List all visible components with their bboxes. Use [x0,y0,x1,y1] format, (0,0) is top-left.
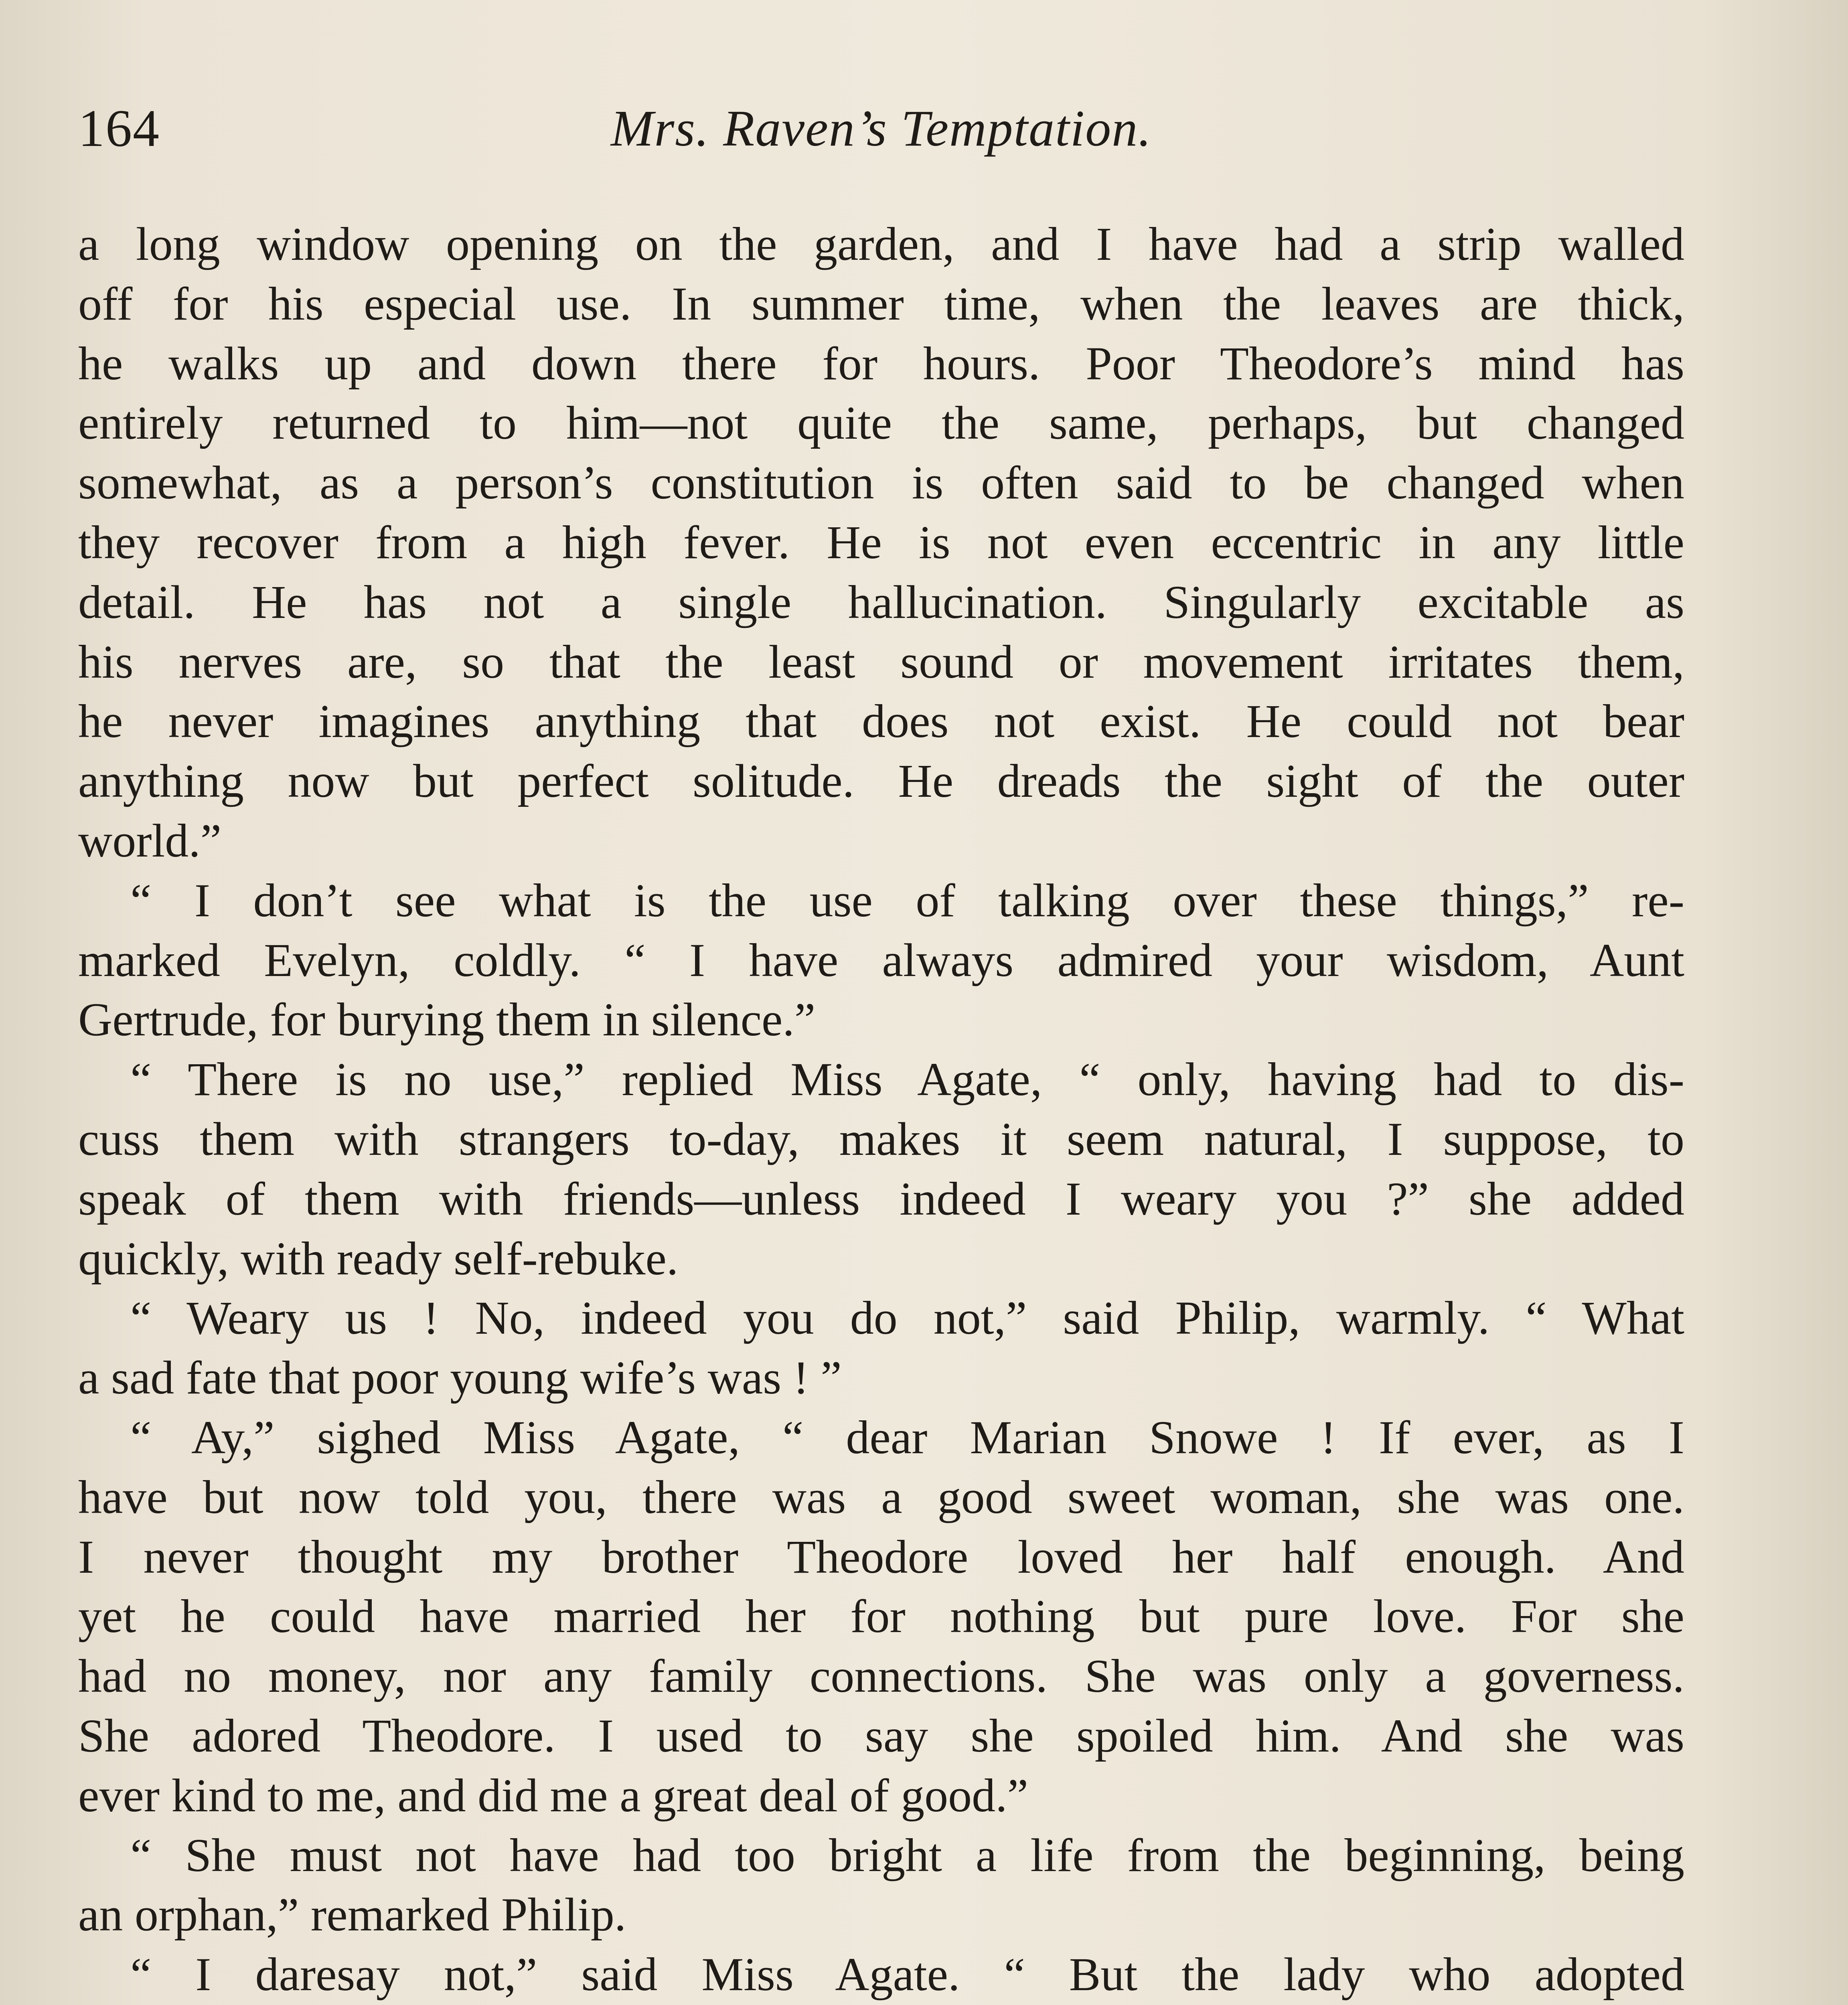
text-line: somewhat, as a person’s constitution is often said to be changed when [78,456,1684,509]
body-text [78,215,1684,2005]
text-line: his nerves are, so that the least sound or movement irritates them, [78,635,1684,688]
text-line: marked Evelyn, coldly. “ I have always admired your wisdom, Aunt [78,934,1684,986]
text-line: a long window opening on the garden, and I have had a strip walled [78,218,1684,270]
text-line: world.” [78,814,222,867]
text-line: quickly, with ready self-rebuke. [78,1232,679,1285]
running-title: Mrs. Raven’s Temptation. [610,100,1152,157]
text-line: cuss them with strangers to-day, makes it seem natural, I suppose, to [78,1112,1684,1165]
text-line: She adored Theodore. I used to say she spoiled him. And she was [78,1709,1684,1762]
text-line: off for his especial use. In summer time, when the leaves are thick, [78,277,1684,330]
text-line: he never imagines anything that does not exist. He could not bear [78,695,1684,748]
text-line: “ Weary us ! No, indeed you do not,” said Philip, warmly. “ What [130,1292,1684,1345]
text-line: speak of them with friends—unless indeed I weary you ?” she added [78,1172,1684,1225]
text-line: entirely returned to him—not quite the same, perhaps, but changed [78,397,1684,450]
text-line: I never thought my brother Theodore loved her half enough. And [78,1530,1684,1583]
text-line: “ Ay,” sighed Miss Agate, “ dear Marian Snowe ! If ever, as I [130,1411,1684,1464]
text-line: an orphan,” remarked Philip. [78,1888,626,1941]
text-line: yet he could have married her for nothing but pure love. For she [78,1590,1684,1643]
text-line: detail. He has not a single hallucination. Singularly excitable as [78,575,1684,628]
text-line: Gertrude, for burying them in silence.” [78,993,816,1046]
text-line: have but now told you, there was a good sweet woman, she was one. [78,1470,1684,1523]
text-line: “ I daresay not,” said Miss Agate. “ But the lady who adopted [130,1948,1684,2001]
text-line: “ She must not have had too bright a life from the beginning, being [130,1829,1684,1881]
running-head [78,90,1684,166]
text-line: anything now but perfect solitude. He dreads the sight of the outer [78,755,1684,808]
text-line: “ I don’t see what is the use of talking over these things,” re- [130,874,1684,927]
page-number: 164 [78,99,160,158]
text-line: he walks up and down there for hours. Poor Theodore’s mind has [78,337,1684,390]
text-line: they recover from a high fever. He is not even eccentric in any little [78,516,1684,569]
text-line: a sad fate that poor young wife’s was ! ” [78,1351,842,1404]
text-line: ever kind to me, and did me a great deal of good.” [78,1769,1028,1822]
text-line: had no money, nor any family connections. She was only a governess. [78,1650,1684,1703]
text-line: “ There is no use,” replied Miss Agate, “ only, having had to dis- [130,1053,1684,1106]
